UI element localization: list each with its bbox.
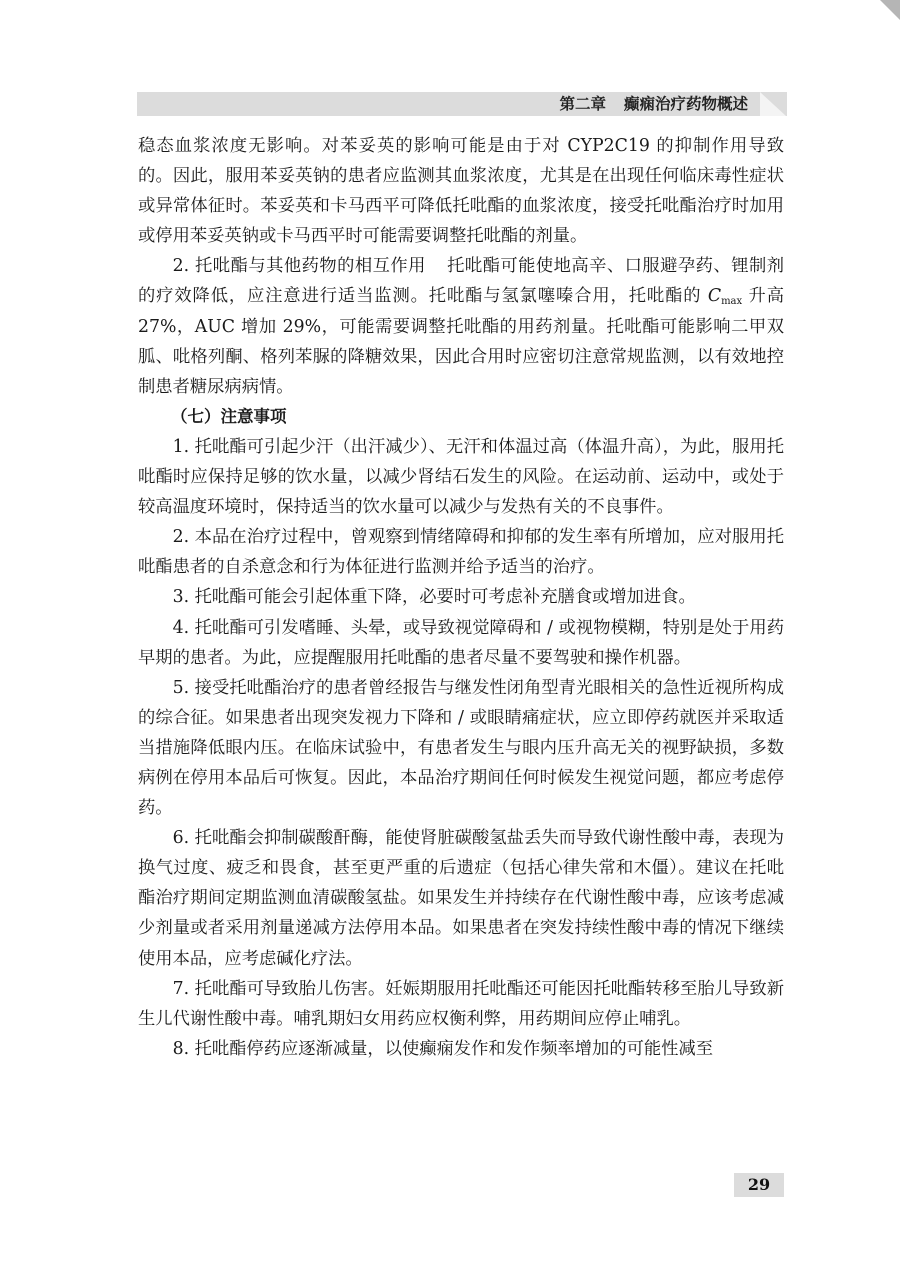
header-flap [760,92,786,116]
page-corner-fold [880,0,900,20]
page-number: 29 [734,1173,784,1197]
paragraph: 3. 托吡酯可能会引起体重下降，必要时可考虑补充膳食或增加进食。 [172,587,696,608]
paragraph-lead: 2. 托吡酯与其他药物的相互作用 [172,256,426,277]
header-title: 癫痫治疗药物概述 [623,95,748,113]
header-text [559,93,748,115]
body-text [138,131,784,1064]
paragraph: 2. 本品在治疗过程中，曾观察到情绪障碍和抑郁的发生率有所增加，应对服用托吡酯患者的自杀意念和行为体征进行监测并给予适当的治疗。 [138,527,784,578]
section-heading: （七）注意事项 [171,406,287,426]
paragraph: 5. 接受托吡酯治疗的患者曾经报告与继发性闭角型青光眼相关的急性近视所构成的综合征。如果患者出现突发视力下降和 / 或眼睛痛症状，应立即停药就医并采取适当措施降低眼内压。在临床试验中，有患者发生与眼内压升高无关的视野缺损，多数病例在停用本品后可恢复。因此，本品治疗期间任何时候发生视觉问题，都应考虑停药。 [138,677,784,819]
header-chapter: 第二章 [559,95,606,113]
paragraph: 6. 托吡酯会抑制碳酸酐酶，能使肾脏碳酸氢盐丢失而导致代谢性酸中毒，表现为换气过度、疲乏和畏食，甚至更严重的后遗症（包括心律失常和木僵）。建议在托吡酯治疗期间定期监测血清碳酸氢盐。如果发生并持续存在代谢性酸中毒，应该考虑减少剂量或者采用剂量递减方法停用本品。如果患者在突发持续性酸中毒的情况下继续使用本品，应考虑碱化疗法。 [138,828,784,969]
paragraph: 4. 托吡酯可引发嗜睡、头晕，或导致视觉障碍和 / 或视物模糊，特别是处于用药早期的患者。为此，应提醒服用托吡酯的患者尽量不要驾驶和操作机器。 [138,617,784,668]
paragraph: 7. 托吡酯可导致胎儿伤害。妊娠期服用托吡酯还可能因托吡酯转移至胎儿导致新生儿代谢性酸中毒。哺乳期妇女用药应权衡利弊，用药期间应停止哺乳。 [138,978,784,1029]
paragraph-text: 升高 27%，AUC 增加 29%，可能需要调整托吡酯的用药剂量。托吡酯可能影响二甲双胍、吡格列酮、格列苯脲的降糖效果，因此合用时应密切注意常规监测，以有效地控制患者糖尿病病情。 [138,286,785,397]
paragraph: 1. 托吡酯可引起少汗（出汗减少）、无汗和体温过高（体温升高），为此，服用托吡酯时应保持足够的饮水量，以减少肾结石发生的风险。在运动前、运动中，或处于较高温度环境时，保持适当的饮水量可以减少与发热有关的不良事件。 [138,436,784,518]
cmax-symbol: C [707,286,722,307]
paragraph-continuation: 稳态血浆浓度无影响。对苯妥英的影响可能是由于对 CYP2C19 的抑制作用导致的。因此，服用苯妥英钠的患者应监测其血浆浓度，尤其是在出现任何临床毒性症状或异常体征时。苯妥英和卡马西平可降低托吡酯的血浆浓度，接受托吡酯治疗时加用或停用苯妥英钠或卡马西平时可能需要调整托吡酯的剂量。 [138,136,784,247]
paragraph: 8. 托吡酯停药应逐渐减量，以使癫痫发作和发作频率增加的可能性减至 [172,1038,714,1059]
cmax-subscript: max [721,296,743,308]
paragraph-drug-interactions [138,251,784,401]
paragraph-text: 托吡酯可能使地高辛、口服避孕药、锂制剂的疗效降低，应注意进行适当监测。托吡酯与氢氯噻嗪合用，托吡酯的 [138,256,784,307]
